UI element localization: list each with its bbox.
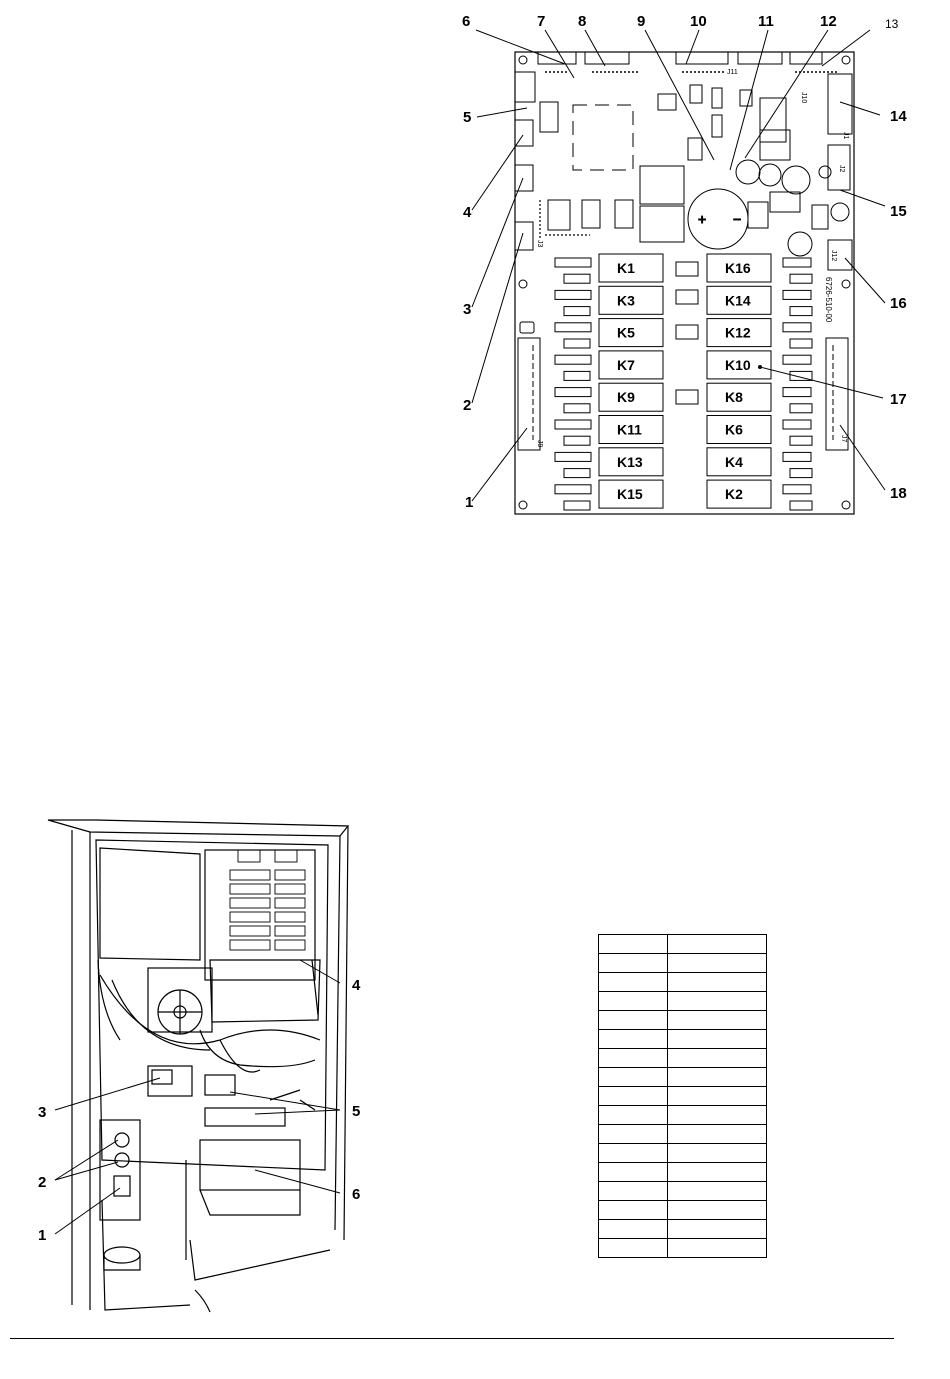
table-cell (599, 1125, 668, 1144)
switch-panel (100, 1120, 140, 1220)
resistor-pad (564, 404, 590, 413)
side-connector (515, 165, 533, 191)
resistor-pad (564, 501, 590, 510)
callout-15: 15 (890, 203, 907, 220)
table-cell (599, 973, 668, 992)
resistor-pad (790, 339, 812, 348)
table-cell (668, 1068, 767, 1087)
callout-6: 6 (462, 13, 471, 30)
resistor-pad (564, 339, 590, 348)
connector-label: J7 (840, 435, 847, 443)
callout-5: 5 (463, 109, 472, 126)
top-connector (585, 52, 629, 64)
footer-rule (10, 1338, 894, 1339)
mounting-hole (519, 56, 527, 64)
connector-label: J10 (800, 92, 807, 104)
table-cell (668, 973, 767, 992)
callout-3: 3 (463, 301, 472, 318)
table-cell (668, 1239, 767, 1258)
resistor-pad (564, 436, 590, 445)
relay-label: K8 (725, 389, 743, 406)
table-row (599, 935, 767, 954)
ic-chip (573, 105, 633, 170)
callout-14: 14 (890, 108, 907, 125)
svg-text:−: − (733, 211, 742, 227)
capacitor (819, 166, 831, 178)
transformer (640, 166, 684, 204)
resistor-pad (564, 469, 590, 478)
resistor-pad (555, 485, 591, 494)
table-cell (668, 1144, 767, 1163)
table-row (599, 1163, 767, 1182)
table-row (599, 1030, 767, 1049)
table-cell (599, 992, 668, 1011)
ic-chip (690, 85, 702, 103)
table-cell (599, 954, 668, 973)
capacitor (782, 166, 810, 194)
resistor-pad (783, 485, 811, 494)
ic-chip (760, 98, 786, 142)
callout-1: 1 (465, 494, 474, 511)
table-cell (668, 1087, 767, 1106)
connector-label: J3 (536, 240, 543, 248)
table-cell (668, 1163, 767, 1182)
resistor-pad (555, 452, 591, 461)
table-row (599, 1068, 767, 1087)
ic-chip (712, 115, 722, 137)
table-row (599, 1011, 767, 1030)
relay-label: K3 (617, 292, 635, 309)
callout-18: 18 (890, 485, 907, 502)
relay-label: K12 (725, 324, 751, 341)
connector-label: J2 (838, 165, 845, 173)
resistor-pad (783, 258, 811, 267)
ic-chip (582, 200, 600, 228)
table-cell (668, 1125, 767, 1144)
table-cell (599, 1030, 668, 1049)
main-switch (114, 1176, 130, 1196)
blank-table (598, 934, 767, 1258)
callout-13: 13 (885, 17, 899, 31)
callout-4: 4 (463, 204, 472, 221)
resistor-pad (783, 452, 811, 461)
table-row (599, 1201, 767, 1220)
table-row (599, 1125, 767, 1144)
mounting-hole (519, 501, 527, 509)
table-cell (668, 1220, 767, 1239)
table-cell (599, 1106, 668, 1125)
diode (676, 325, 698, 339)
table-cell (599, 1201, 668, 1220)
resistor-pad (790, 436, 812, 445)
callout-2: 2 (463, 397, 472, 414)
relay-label: K5 (617, 324, 635, 341)
terminal-block (205, 1108, 285, 1126)
table-row (599, 992, 767, 1011)
ic-chip (688, 138, 702, 160)
table-cell (668, 1201, 767, 1220)
resistor-pad (783, 290, 811, 299)
relay-label: K10 (725, 356, 751, 373)
connector-label: J9 (536, 440, 543, 448)
ic-chip (770, 192, 800, 212)
callout-12: 12 (820, 13, 837, 30)
mounting-hole (842, 56, 850, 64)
diode (676, 290, 698, 304)
table-cell (599, 935, 668, 954)
table-row (599, 1144, 767, 1163)
relay-label: K16 (725, 260, 751, 276)
ic-chip (740, 90, 752, 106)
resistor-pad (555, 420, 591, 429)
table-cell (668, 1106, 767, 1125)
resistor-pad (783, 323, 811, 332)
part-number: 6726-510-00 (824, 277, 833, 323)
table-row (599, 1220, 767, 1239)
connector-label: J12 (830, 250, 837, 262)
table-cell (599, 1087, 668, 1106)
table-cell (668, 992, 767, 1011)
cabinet-callout-3: 3 (38, 1104, 47, 1121)
table-cell (668, 1182, 767, 1201)
cabinet-interior-diagram (0, 805, 420, 1325)
callout-16: 16 (890, 295, 907, 312)
ic-chip (812, 205, 828, 229)
callout-10: 10 (690, 13, 707, 30)
relay-label: K11 (617, 421, 642, 438)
table-row (599, 973, 767, 992)
ic-chip (615, 200, 633, 228)
resistor-pad (790, 469, 812, 478)
side-connector (515, 72, 535, 102)
table-cell (599, 1163, 668, 1182)
connector-label: J11 (727, 69, 738, 76)
side-connector (515, 222, 533, 250)
table-cell (599, 1182, 668, 1201)
indicator-lamp (115, 1153, 129, 1167)
resistor-pad (564, 307, 590, 316)
diode (676, 390, 698, 404)
resistor-pad (790, 404, 812, 413)
relay-label: K6 (725, 421, 743, 438)
top-connector (790, 52, 822, 64)
cabinet-callout-5: 5 (352, 1103, 361, 1120)
resistor-pad (555, 388, 591, 397)
resistor-pad (783, 420, 811, 429)
top-connector (676, 52, 728, 64)
resistor-pad (564, 371, 590, 380)
edge-connector (518, 338, 540, 450)
table-cell (668, 935, 767, 954)
cabinet-callout-1: 1 (38, 1227, 47, 1244)
resistor-pad (790, 307, 812, 316)
table-row (599, 1087, 767, 1106)
resistor-pad (564, 274, 590, 283)
circuit-board-diagram (0, 0, 950, 530)
resistor-pad (790, 274, 812, 283)
resistor-pad (790, 501, 812, 510)
table-cell (668, 954, 767, 973)
table-cell (668, 1030, 767, 1049)
relay-label: K9 (617, 389, 635, 406)
table-cell (668, 1011, 767, 1030)
table-cell (599, 1220, 668, 1239)
transformer (640, 206, 684, 242)
table-row (599, 1182, 767, 1201)
table-cell (599, 1049, 668, 1068)
relay-label: K13 (617, 453, 643, 470)
capacitor (831, 203, 849, 221)
svg-text:+: + (698, 211, 707, 227)
table-cell (599, 1011, 668, 1030)
relay-label: K2 (725, 486, 743, 503)
relay-label: K4 (725, 453, 743, 470)
ic-chip (540, 102, 558, 132)
table-row (599, 1106, 767, 1125)
table-row (599, 954, 767, 973)
cabinet-callout-2: 2 (38, 1174, 47, 1191)
resistor-pad (555, 355, 591, 364)
relay-label: K1 (617, 260, 635, 276)
mounting-hole (842, 280, 850, 288)
callout-11: 11 (758, 13, 774, 30)
capacitor (736, 160, 760, 184)
top-connector (538, 52, 576, 64)
capacitor (759, 164, 781, 186)
resistor-pad (783, 355, 811, 364)
resistor-pad (555, 323, 591, 332)
resistor-pad (555, 258, 591, 267)
small-component (520, 322, 534, 333)
ic-chip (712, 88, 722, 108)
table-row (599, 1239, 767, 1258)
mounting-hole (519, 280, 527, 288)
edge-connector (826, 338, 848, 450)
table-cell (599, 1144, 668, 1163)
cabinet-callout-6: 6 (352, 1186, 361, 1203)
table-cell (599, 1239, 668, 1258)
connector-label: J1 (842, 132, 849, 140)
relay-label: K7 (617, 356, 635, 373)
side-connector (828, 74, 852, 134)
callout-8: 8 (578, 13, 587, 30)
cabinet-callout-4: 4 (352, 977, 361, 994)
resistor-pad (783, 388, 811, 397)
callout-7: 7 (537, 13, 546, 30)
table-row (599, 1049, 767, 1068)
ic-chip (658, 94, 676, 110)
ic-chip (548, 200, 570, 230)
relay-label: K15 (617, 486, 643, 503)
callout-9: 9 (637, 13, 646, 30)
mounting-hole (842, 501, 850, 509)
callout-17: 17 (890, 391, 907, 408)
relay-label: K14 (725, 292, 751, 309)
table-cell (668, 1049, 767, 1068)
diode (676, 262, 698, 276)
resistor-pad (555, 290, 591, 299)
table-cell (599, 1068, 668, 1087)
ic-chip (748, 202, 768, 228)
capacitor (788, 232, 812, 256)
